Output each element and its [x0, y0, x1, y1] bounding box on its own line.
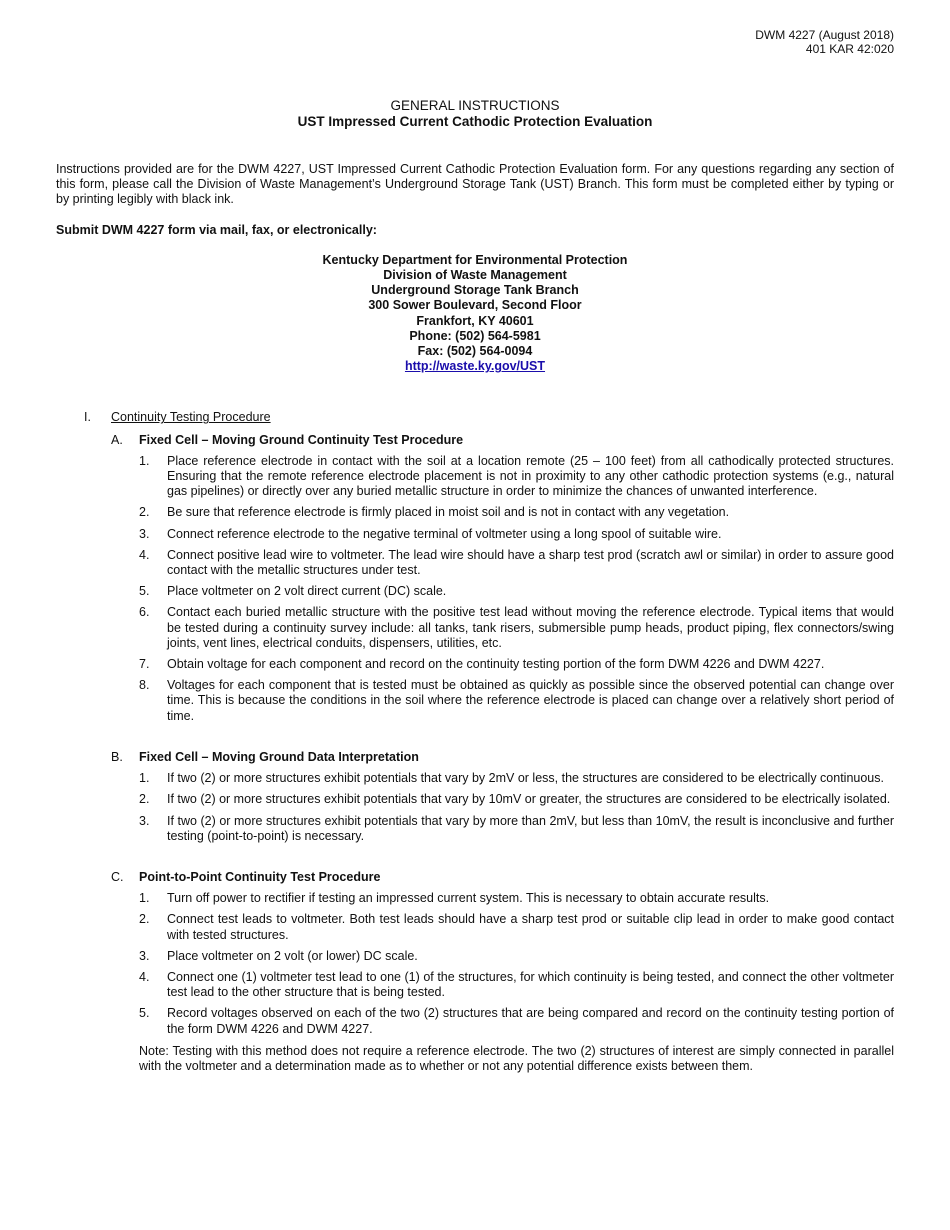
list-item: 3. Place voltmeter on 2 volt (or lower) DC scale.: [139, 948, 418, 963]
subsection-b: [111, 750, 894, 844]
subsection-title: Fixed Cell – Moving Ground Data Interpretation: [139, 749, 419, 764]
regulation-reference: 401 KAR 42:020: [805, 42, 894, 56]
subsection-title: Point-to-Point Continuity Test Procedure: [139, 869, 381, 884]
list-item: 3. If two (2) or more structures exhibit potentials that vary by more than 2mV, but less than 10mV, the result is inconclusive and further testing (point-to-point) is necessary.: [139, 813, 894, 843]
intro-paragraph: Instructions provided are for the DWM 4227, UST Impressed Current Cathodic Protection Evaluation form. For any questions regarding any section of this form, please call the Division of Waste Management’s Underground Storage Tank (UST) Branch. This form must be completed either by typing or by printing legibly with black ink.: [56, 162, 894, 207]
fax-number: Fax: (502) 564-0094: [417, 344, 533, 359]
list-item: 1. If two (2) or more structures exhibit potentials that vary by 2mV or less, the structures are considered to be electrically continuous.: [139, 771, 884, 786]
address-line: 300 Sower Boulevard, Second Floor: [368, 298, 582, 313]
list-item: 4. Connect one (1) voltmeter test lead to one (1) of the structures, for which continuity is being tested, and connect the other voltmeter test lead to the other structure that is being tested.: [139, 969, 894, 1000]
list-item: 2. If two (2) or more structures exhibit potentials that vary by 10mV or greater, the structures are considered to be electrically isolated.: [139, 792, 891, 807]
list-item: 1. Turn off power to rectifier if testing an impressed current system. This is necessary to obtain accurate results.: [139, 891, 770, 906]
list-item: 6. Contact each buried metallic structure with the positive test lead without moving the reference electrode. Typical items that would be tested during a continuity survey include: all tanks, tank risers, submersible pump heads, product piping, flex connectors/swing joints, vent lines, electrical conduits, dispensers, utilities, etc.: [139, 605, 894, 650]
mailing-address: [56, 253, 894, 375]
list-item: 2. Connect test leads to voltmeter. Both test leads should have a sharp test prod or suitable clip lead in order to make good contact with tested structures.: [139, 912, 894, 942]
main-title: UST Impressed Current Cathodic Protection Evaluation: [297, 114, 653, 129]
subsection-letter: B.: [111, 749, 123, 764]
list-item: 2. Be sure that reference electrode is firmly placed in moist soil and is not in contact with any vegetation.: [139, 505, 730, 520]
address-line: Underground Storage Tank Branch: [371, 283, 579, 298]
submit-heading: Submit DWM 4227 form via mail, fax, or electronically:: [56, 222, 377, 237]
section-continuity-testing: [56, 410, 894, 1074]
form-identifier: [56, 28, 894, 56]
document-titles: [56, 98, 894, 130]
subsection-c: [111, 870, 894, 1074]
subsection-letter: C.: [111, 869, 124, 884]
list-item: 5. Record voltages observed on each of the two (2) structures that are being compared and record on the continuity testing portion of the form DWM 4226 and DWM 4227.: [139, 1006, 894, 1036]
list-item: 1. Place reference electrode in contact with the soil at a location remote (25 – 100 feet) from all cathodically protected structures. Ensuring that the remote reference electrode placement is not in proximity to any other cathodic protection systems (e.g., natural gas pipelines) or directly over any buried metallic structure in order to minimize the chances of unwanted interference.: [139, 453, 894, 499]
note-paragraph: Note: Testing with this method does not require a reference electrode. The two (2) structures of interest are simply connected in parallel with the voltmeter and a determination made as to whether or not any potential difference exists between them.: [139, 1043, 894, 1073]
general-instructions-title: GENERAL INSTRUCTIONS: [390, 98, 560, 113]
form-number: DWM 4227 (August 2018): [755, 28, 894, 42]
subsection-title: Fixed Cell – Moving Ground Continuity Test Procedure: [139, 432, 464, 447]
list-item: 3. Connect reference electrode to the negative terminal of voltmeter using a long spool of suitable wire.: [139, 526, 722, 541]
address-line: Frankfort, KY 40601: [416, 313, 534, 328]
document-page: [56, 28, 894, 1074]
section-number: I.: [84, 410, 91, 425]
list-item: 8. Voltages for each component that is tested must be obtained as quickly as possible since the observed potential can change over time. This is because the conditions in the soil where the reference electrode is placed can change over a relatively short period of time.: [139, 678, 894, 723]
list-item: 5. Place voltmeter on 2 volt direct current (DC) scale.: [139, 584, 447, 599]
subsection-a: [111, 433, 894, 724]
website-link[interactable]: http://waste.ky.gov/UST: [404, 359, 546, 374]
section-title: Continuity Testing Procedure: [111, 410, 271, 425]
subsection-letter: A.: [111, 432, 123, 447]
address-line: Kentucky Department for Environmental Protection: [322, 252, 628, 267]
list-item: 4. Connect positive lead wire to voltmeter. The lead wire should have a sharp test prod (scratch awl or similar) in order to assure good contact with the metallic structures under test.: [139, 547, 894, 578]
address-line: Division of Waste Management: [383, 268, 567, 283]
phone-number: Phone: (502) 564-5981: [409, 328, 541, 343]
list-item: 7. Obtain voltage for each component and record on the continuity testing portion of the form DWM 4226 and DWM 4227.: [139, 657, 825, 672]
